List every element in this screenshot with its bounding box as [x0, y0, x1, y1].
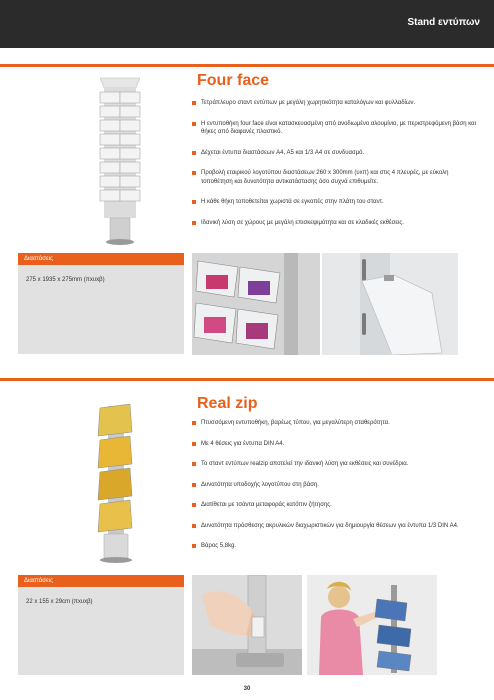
feature-item: Βάρος 5,8kg.: [192, 542, 477, 551]
dimensions-label: Διαστάσεις: [18, 575, 184, 587]
four-face-slot-photo: [322, 253, 458, 355]
dimensions-label: Διαστάσεις: [18, 253, 184, 265]
feature-item: Προβολή εταιρικού λογοτύπου διαστάσεων 260 x 300mm (υxπ) και στις 4 πλευρές, με εύκολη τοποθέτηση και δυνατότητα αντικατάστασης όσο συχνά επιθυμείτε.: [192, 169, 477, 186]
section-divider: [0, 378, 494, 381]
dimensions-box: [18, 587, 184, 675]
feature-item: Διατίθεται με τσάντα μεταφοράς κατόπιν ζήτησης.: [192, 501, 477, 510]
four-face-feature-list: [192, 99, 477, 239]
product-title: Four face: [197, 72, 270, 89]
four-face-detail-photo: [192, 253, 320, 355]
feature-item: Πτυσσόμενη εντυποθήκη, βαρέως τύπου, για μεγαλύτερη σταθερότητα.: [192, 419, 477, 428]
feature-item: Με 4 θέσεις για έντυπα DIN A4.: [192, 440, 477, 449]
feature-item: Η κάθε θήκη τοποθετείται χωριστά σε εγκοπές στην πλάτη του σταντ.: [192, 198, 477, 207]
dimensions-value: 275 x 1935 x 275mm (πxυxβ): [26, 277, 105, 283]
real-zip-feature-list: [192, 419, 477, 563]
feature-item: Δέχεται έντυπα διαστάσεων A4, A5 και 1/3 A4 σε συνδυασμό.: [192, 149, 477, 158]
dimensions-value: 22 x 155 x 29cm (πxυxβ): [26, 599, 93, 605]
page-header-title: Stand εντύπων: [407, 17, 480, 28]
four-face-product-image: [90, 72, 150, 252]
section-divider: [0, 64, 494, 67]
dimensions-box: [18, 265, 184, 354]
feature-item: Δυνατότητα πρόσθεσης ακρυλικών διαχωριστικών για δημιουργία θέσεων για έντυπα 1/3 DIN A4.: [192, 522, 477, 531]
real-zip-product-image: [86, 392, 146, 567]
feature-item: Η εντυποθήκη four face είναι κατασκευασμένη από ανοδιωμένο αλουμίνιο, με περιστρεφόμενη βάση και θήκες από διαφανές πλαστικό.: [192, 120, 477, 137]
feature-item: Δυνατότητα υποδοχής λογοτύπου στη βάση.: [192, 481, 477, 490]
feature-item: Το σταντ εντύπων realzip αποτελεί την ιδανική λύση για εκθέσεις και συνέδρια.: [192, 460, 477, 469]
page-number: 30: [243, 686, 251, 692]
real-zip-base-photo: [192, 575, 302, 675]
feature-item: Ιδανική λύση σε χώρους με μεγάλη επισκεψιμότητα και σε κλαδικές εκθέσεις.: [192, 219, 477, 228]
real-zip-demo-photo: [307, 575, 437, 675]
page-header: [0, 0, 494, 48]
feature-item: Τετράπλευρο σταντ εντύπων με μεγάλη χωρητικότητα καταλόγων και φυλλαδίων.: [192, 99, 477, 108]
product-title: Real zip: [197, 395, 258, 412]
